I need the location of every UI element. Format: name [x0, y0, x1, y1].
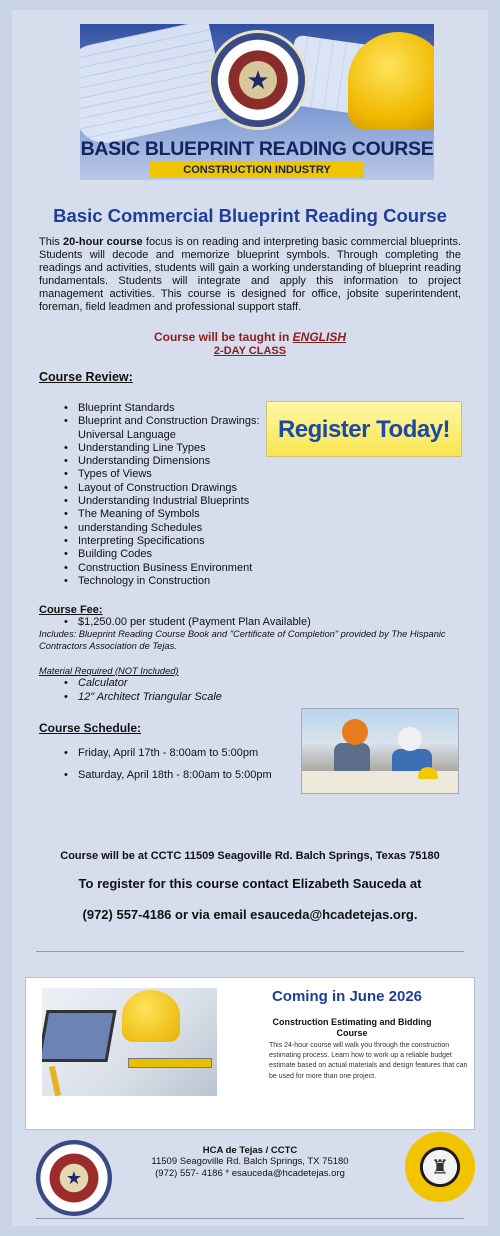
coming-soon-heading: Coming in June 2026	[271, 988, 423, 1005]
list-item: • Understanding Dimensions	[62, 455, 282, 468]
registration-phone-email[interactable]: (972) 557-4186 or via email esauceda@hcadetejas.org.	[82, 907, 418, 922]
banner-course-title: BASIC BLUEPRINT READING COURSE	[80, 138, 434, 160]
upcoming-course-card	[25, 977, 475, 1130]
footer-org-name: HCA de Tejas / CCTC	[202, 1145, 298, 1156]
course-schedule-heading: Course Schedule:	[39, 721, 142, 735]
newsletter-page	[12, 10, 488, 1226]
pencil-icon	[49, 1066, 61, 1096]
course-duration: 2-DAY CLASS	[213, 345, 287, 357]
laptop-icon	[42, 1010, 117, 1062]
list-item: • Construction Business Environment	[62, 562, 282, 575]
list-item: • Understanding Line Types	[62, 442, 282, 455]
course-banner	[80, 24, 434, 180]
language-value: ENGLISH	[292, 330, 347, 344]
course-fee-heading: Course Fee:	[39, 604, 103, 616]
footer-contact-block	[116, 1145, 384, 1179]
list-item: • Interpreting Specifications	[62, 535, 282, 548]
hca-seal-logo: ★	[208, 30, 308, 130]
page-title: Basic Commercial Blueprint Reading Course	[53, 205, 447, 226]
list-item: • 12" Architect Triangular Scale	[62, 691, 222, 705]
fee-includes: Includes: Blueprint Reading Course Book and "Certificate of Completion" provided by The Hispanic Contractors Association de Tejas.	[39, 629, 446, 651]
intro-text-rest: focus is on reading and interpreting basic commercial blueprints. Students will decode and memorize blueprint symbols. Through completing the readings and activities, students will gain a working understanding of blueprint reading fundamentals. Students will integrate and apply this information to project management activities. This course is designed for office, jobsite superintendent, foreman, field leadmen and professional support staff.	[39, 236, 462, 313]
list-item: • Blueprint Standards	[62, 402, 282, 415]
hard-hat-icon	[122, 990, 180, 1042]
level-tool-icon	[128, 1058, 212, 1068]
list-item: • Blueprint and Construction Drawings: Universal Language	[62, 415, 282, 442]
list-item: • Types of Views	[62, 468, 282, 481]
footer-address: 11509 Seagoville Rd. Balch Springs, TX 75180	[151, 1156, 349, 1168]
list-item: • understanding Schedules	[62, 522, 282, 535]
construction-company-badge-logo: ♜	[405, 1132, 475, 1202]
schedule-item: • Friday, April 17th - 8:00am to 5:00pm	[62, 747, 272, 759]
list-item: • Technology in Construction	[62, 575, 282, 588]
course-language	[12, 330, 488, 344]
list-item: • Understanding Industrial Blueprints	[62, 495, 282, 508]
banner-industry-label: CONSTRUCTION INDUSTRY	[150, 162, 364, 178]
hard-hat-icon	[348, 32, 434, 130]
yellow-hard-hat-icon	[418, 767, 438, 779]
construction-workers-photo	[301, 708, 459, 794]
schedule-list	[62, 747, 272, 791]
upcoming-course-description: This 24-hour course will walk you through the construction estimating process. Learn how to work up a reliable budget estimate based on actual materials and design features that can be used for more than one project.	[269, 1042, 468, 1080]
fee-list	[62, 616, 311, 628]
white-hard-hat-icon	[398, 727, 422, 751]
material-heading: Material Required (NOT Included)	[39, 666, 179, 676]
material-list	[62, 677, 222, 704]
schedule-item: • Saturday, April 18th - 8:00am to 5:00pm	[62, 769, 272, 781]
upcoming-course-title: Construction Estimating and Bidding Course	[272, 1017, 432, 1038]
orange-hard-hat-icon	[342, 719, 368, 745]
register-today-button[interactable]: Register Today!	[266, 401, 462, 457]
list-item: • Layout of Construction Drawings	[62, 482, 282, 495]
footer-divider	[36, 1218, 464, 1219]
course-review-heading: Course Review:	[39, 370, 133, 384]
course-location: Course will be at CCTC 11509 Seagoville Rd. Balch Springs, Texas 75180	[60, 850, 440, 862]
footer-phone-email[interactable]: (972) 557- 4186 * esauceda@hcadetejas.org	[155, 1167, 345, 1179]
estimating-tools-image	[42, 988, 217, 1096]
list-item: • Building Codes	[62, 548, 282, 561]
course-review-list	[62, 402, 282, 588]
intro-highlight: 20-hour course	[63, 236, 143, 248]
list-item: • Calculator	[62, 677, 222, 691]
list-item: • The Meaning of Symbols	[62, 508, 282, 521]
language-prefix: Course will be taught in	[153, 330, 293, 344]
registration-contact: To register for this course contact Elizabeth Sauceda at	[78, 876, 422, 891]
fee-price: • $1,250.00 per student (Payment Plan Available)	[62, 616, 311, 628]
course-intro	[39, 236, 461, 313]
blueprint-roll-image	[80, 24, 229, 149]
divider	[36, 951, 464, 952]
hca-footer-seal-logo: ★	[36, 1140, 112, 1216]
intro-text-start: This	[39, 236, 64, 248]
